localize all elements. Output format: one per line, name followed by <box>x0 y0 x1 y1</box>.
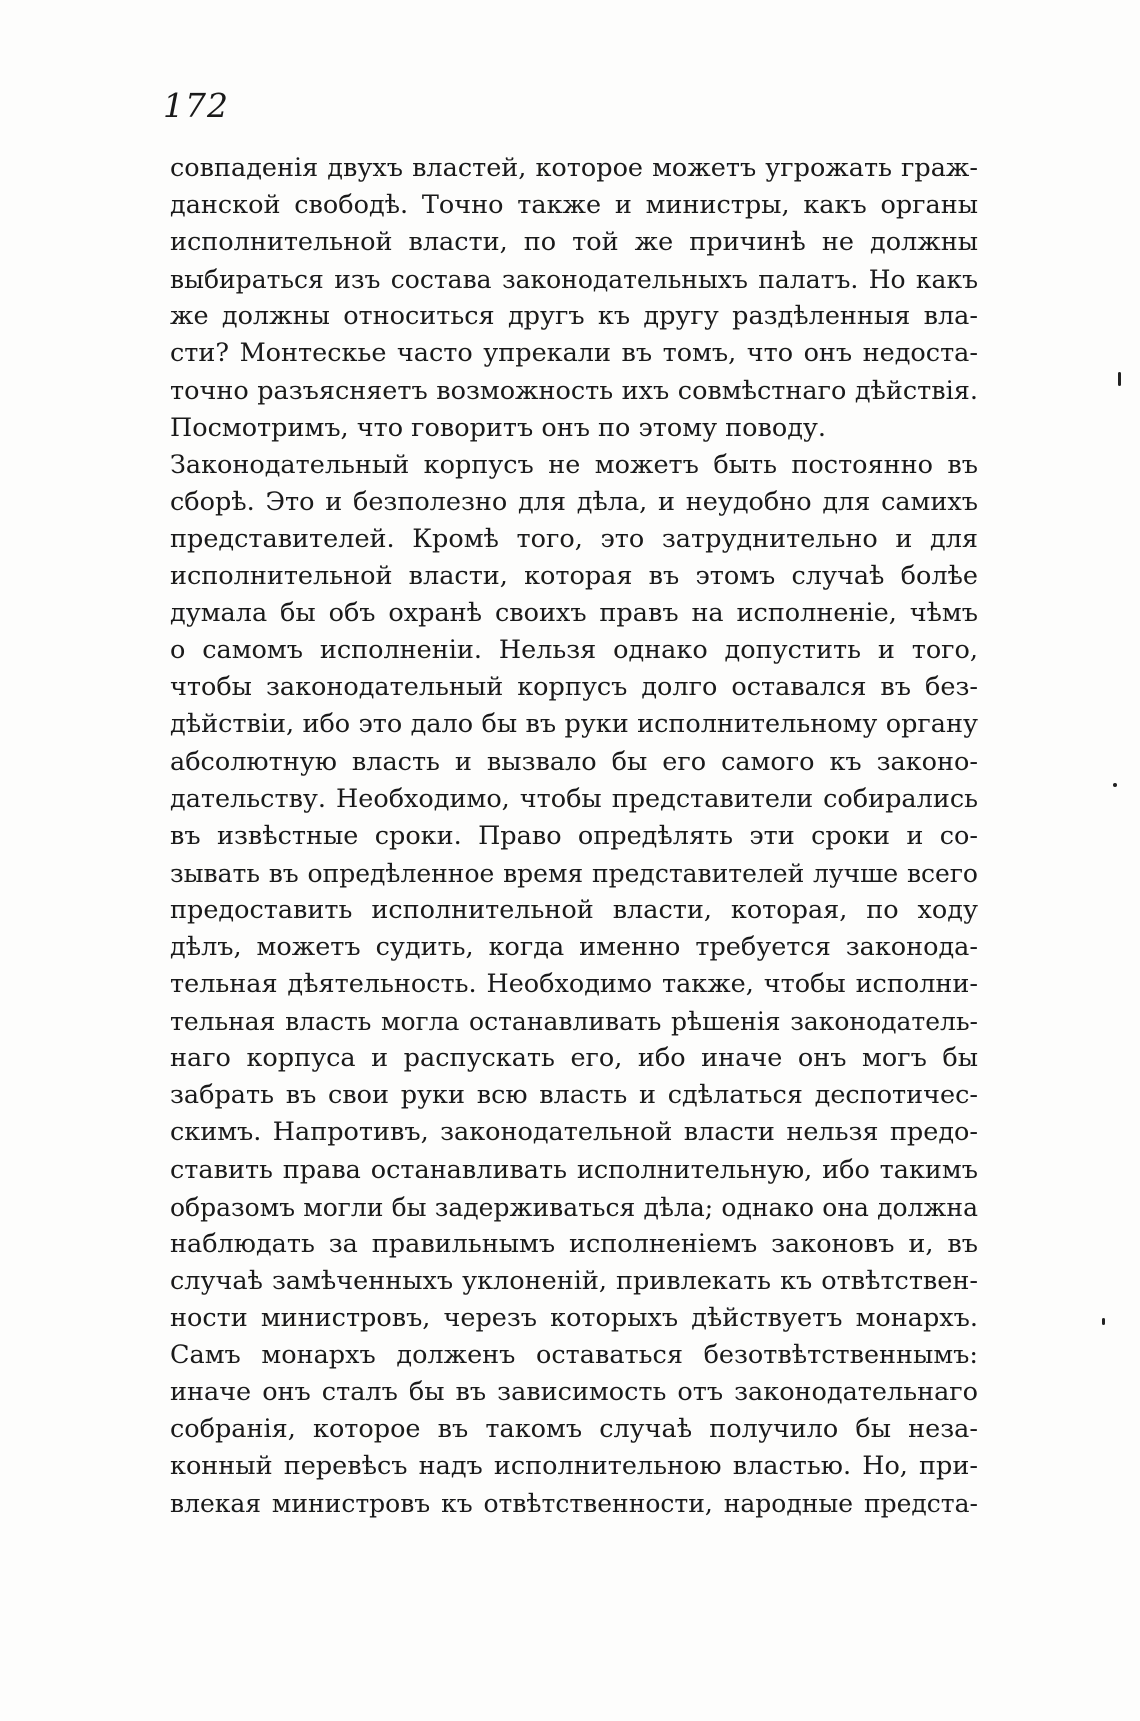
scan-speck <box>1113 783 1117 787</box>
scan-speck <box>1118 372 1121 386</box>
text-line: точно разъясняетъ возможность ихъ совмѣстнаго дѣйствія. <box>170 375 978 406</box>
text-line: данской свободѣ. Точно также и министры, какъ органы <box>170 190 978 221</box>
text-line: думала бы объ охранѣ своихъ правъ на исполненіе, чѣмъ <box>170 598 978 629</box>
text-line: тельная дѣятельность. Необходимо также, чтобы исполни- <box>170 969 978 1000</box>
text-line: конный перевѣсъ надъ исполнительною властью. Но, при- <box>170 1451 978 1482</box>
page-number: 172 <box>163 86 229 125</box>
body-text <box>170 150 978 1522</box>
text-line: собранія, которое въ такомъ случаѣ получило бы неза- <box>170 1414 978 1445</box>
text-line: влекая министровъ къ отвѣтственности, народные предста- <box>170 1489 978 1519</box>
text-line: сборѣ. Это и безполезно для дѣла, и неудобно для самихъ <box>170 486 978 517</box>
text-line: забрать въ свои руки всю власть и сдѣлаться деспотичес- <box>170 1080 978 1111</box>
text-line: выбираться изъ состава законодательныхъ палатъ. Но какъ <box>170 265 978 295</box>
text-line: тельная власть могла останавливать рѣшенія законодатель- <box>170 1007 978 1037</box>
text-line: представителей. Кромѣ того, это затруднительно и для <box>170 523 978 554</box>
text-line: дательству. Необходимо, чтобы представители собирались <box>170 783 978 814</box>
text-line: образомъ могли бы задерживаться дѣла; однако она должна <box>170 1192 978 1222</box>
text-line: иначе онъ сталъ бы въ зависимость отъ законодательнаго <box>170 1377 978 1408</box>
scan-speck <box>1102 1318 1105 1325</box>
text-line: сти? Монтескье часто упрекали въ томъ, что онъ недоста- <box>170 338 978 369</box>
text-line: дѣйствіи, ибо это дало бы въ руки исполнительному органу <box>170 709 978 740</box>
text-line: исполнительной власти, по той же причинѣ не должны <box>170 227 978 258</box>
text-line: абсолютную власть и вызвало бы его самого къ законо- <box>170 746 978 777</box>
text-line: въ извѣстные сроки. Право опредѣлять эти сроки и со- <box>170 820 978 851</box>
text-line: наблюдать за правильнымъ исполненіемъ законовъ и, въ <box>170 1228 978 1259</box>
text-line: зывать въ опредѣленное время представителей лучше всего <box>170 858 978 888</box>
text-line: Законодательный корпусъ не можетъ быть постоянно въ <box>170 449 978 480</box>
text-line: ставить права останавливать исполнительную, ибо такимъ <box>170 1154 978 1185</box>
text-line: дѣлъ, можетъ судить, когда именно требуется законода- <box>170 931 978 962</box>
text-line: ности министровъ, черезъ которыхъ дѣйствуетъ монархъ. <box>170 1302 978 1333</box>
text-line: исполнительной власти, которая въ этомъ случаѣ болѣе <box>170 561 978 592</box>
text-line: Посмотримъ, что говоритъ онъ по этому поводу. <box>170 412 827 443</box>
text-line: же должны относиться другъ къ другу раздѣленныя вла- <box>170 301 978 332</box>
text-line: наго корпуса и распускать его, ибо иначе онъ могъ бы <box>170 1043 978 1074</box>
text-line: чтобы законодательный корпусъ долго оставался въ без- <box>170 672 978 703</box>
text-line: Самъ монархъ долженъ оставаться безотвѣтственнымъ: <box>170 1340 978 1370</box>
text-line: предоставить исполнительной власти, которая, по ходу <box>170 894 978 925</box>
text-line: о самомъ исполненіи. Нельзя однако допустить и того, <box>170 635 978 666</box>
text-line: случаѣ замѣченныхъ уклоненій, привлекать къ отвѣтствен- <box>170 1265 978 1296</box>
text-line: скимъ. Напротивъ, законодательной власти нельзя предо- <box>170 1117 978 1148</box>
text-line: совпаденія двухъ властей, которое можетъ угрожать граж- <box>170 153 978 183</box>
